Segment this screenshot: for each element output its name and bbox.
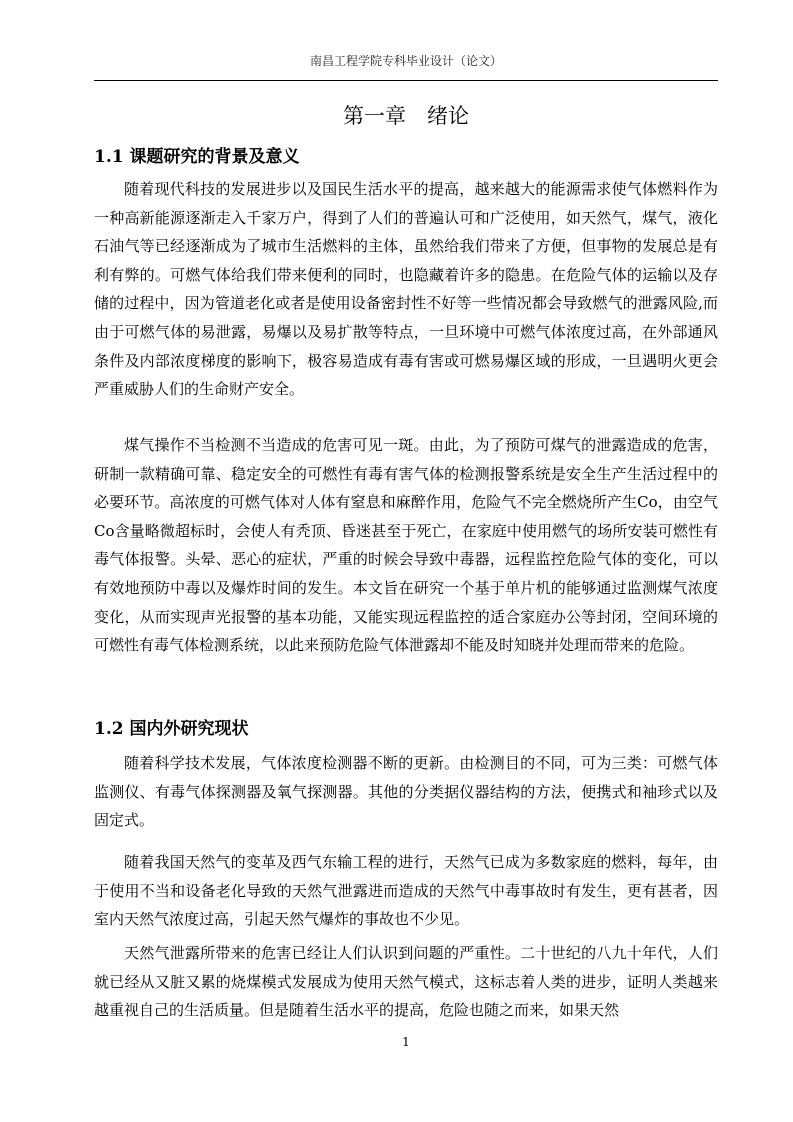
section-heading-1-2: 1.2 国内外研究现状 bbox=[94, 719, 249, 739]
header-rule bbox=[94, 80, 718, 81]
paragraph-status-2: 随着我国天然气的变革及西气东输工程的进行，天然气已成为多数家庭的燃料，每年，由于使用不当和设备老化导致的天然气泄露进而造成的天然气中毒事故时有发生，更有甚者，因室内天然气浓度过高，引起天然气爆炸的事故也不少见。 bbox=[94, 853, 718, 929]
paragraph-background-1: 随着现代科技的发展进步以及国民生活水平的提高，越来越大的能源需求使气体燃料作为一种高新能源逐渐走入千家万户，得到了人们的普遍认可和广泛使用，如天然气，煤气，液化石油气等已经逐渐成为了城市生活燃料的主体，虽然给我们带来了方便，但事物的发展总是有利有弊的。可燃气体给我们带来便利的同时，也隐藏着许多的隐患。在危险气体的运输以及存储的过程中，因为管道老化或者是使用设备密封性不好等一些情况都会导致燃气的泄露风险,而由于可燃气体的易泄露，易爆以及易扩散等特点，一旦环境中可燃气体浓度过高，在外部通风条件及内部浓度梯度的影响下，极容易造成有毒有害或可燃易爆区域的形成，一旦遇明火更会严重威胁人们的生命财产安全。 bbox=[94, 180, 718, 399]
paragraph-status-1: 随着科学技术发展，气体浓度检测器不断的更新。由检测目的不同，可为三类：可燃气体监测仪、有毒气体探测器及氧气探测器。其他的分类据仪器结构的方法，便携式和袖珍式以及固定式。 bbox=[94, 754, 718, 830]
paragraph-background-2: 煤气操作不当检测不当造成的危害可见一斑。由此，为了预防可煤气的泄露造成的危害，研制一款精确可靠、稳定安全的可燃性有毒有害气体的检测报警系统是安全生产生活过程中的必要环节。高浓度的可燃气体对人体有窒息和麻醉作用，危险气不完全燃烧所产生Co，由空气Co含量略微超标时，会使人有秃顶、昏迷甚至于死亡，在家庭中使用燃气的场所安装可燃性有毒气体报警。头晕、恶心的症状，严重的时候会导致中毒器，远程监控危险气体的变化，可以有效地预防中毒以及爆炸时间的发生。本文旨在研究一个基于单片机的能够通过监测煤气浓度变化，从而实现声光报警的基本功能，又能实现远程监控的适合家庭办公等封闭，空间环境的可燃性有毒气体检测系统，以此来预防危险气体泄露却不能及时知晓并处理而带来的危险。 bbox=[94, 436, 718, 655]
paragraph-status-3: 天然气泄露所带来的危害已经让人们认识到问题的严重性。二十世纪的八九十年代，人们就已经从又脏又累的烧煤模式发展成为使用天然气模式，这标志着人类的进步，证明人类越来越重视自己的生活质量。但是随着生活水平的提高，危险也随之而来，如果天然 bbox=[94, 944, 718, 1020]
running-header: 南昌工程学院专科毕业设计（论文） bbox=[309, 54, 502, 68]
page-number: 1 bbox=[402, 1035, 410, 1049]
chapter-title: 第一章 绪论 bbox=[343, 104, 469, 128]
section-heading-1-1: 1.1 课题研究的背景及意义 bbox=[94, 147, 300, 167]
